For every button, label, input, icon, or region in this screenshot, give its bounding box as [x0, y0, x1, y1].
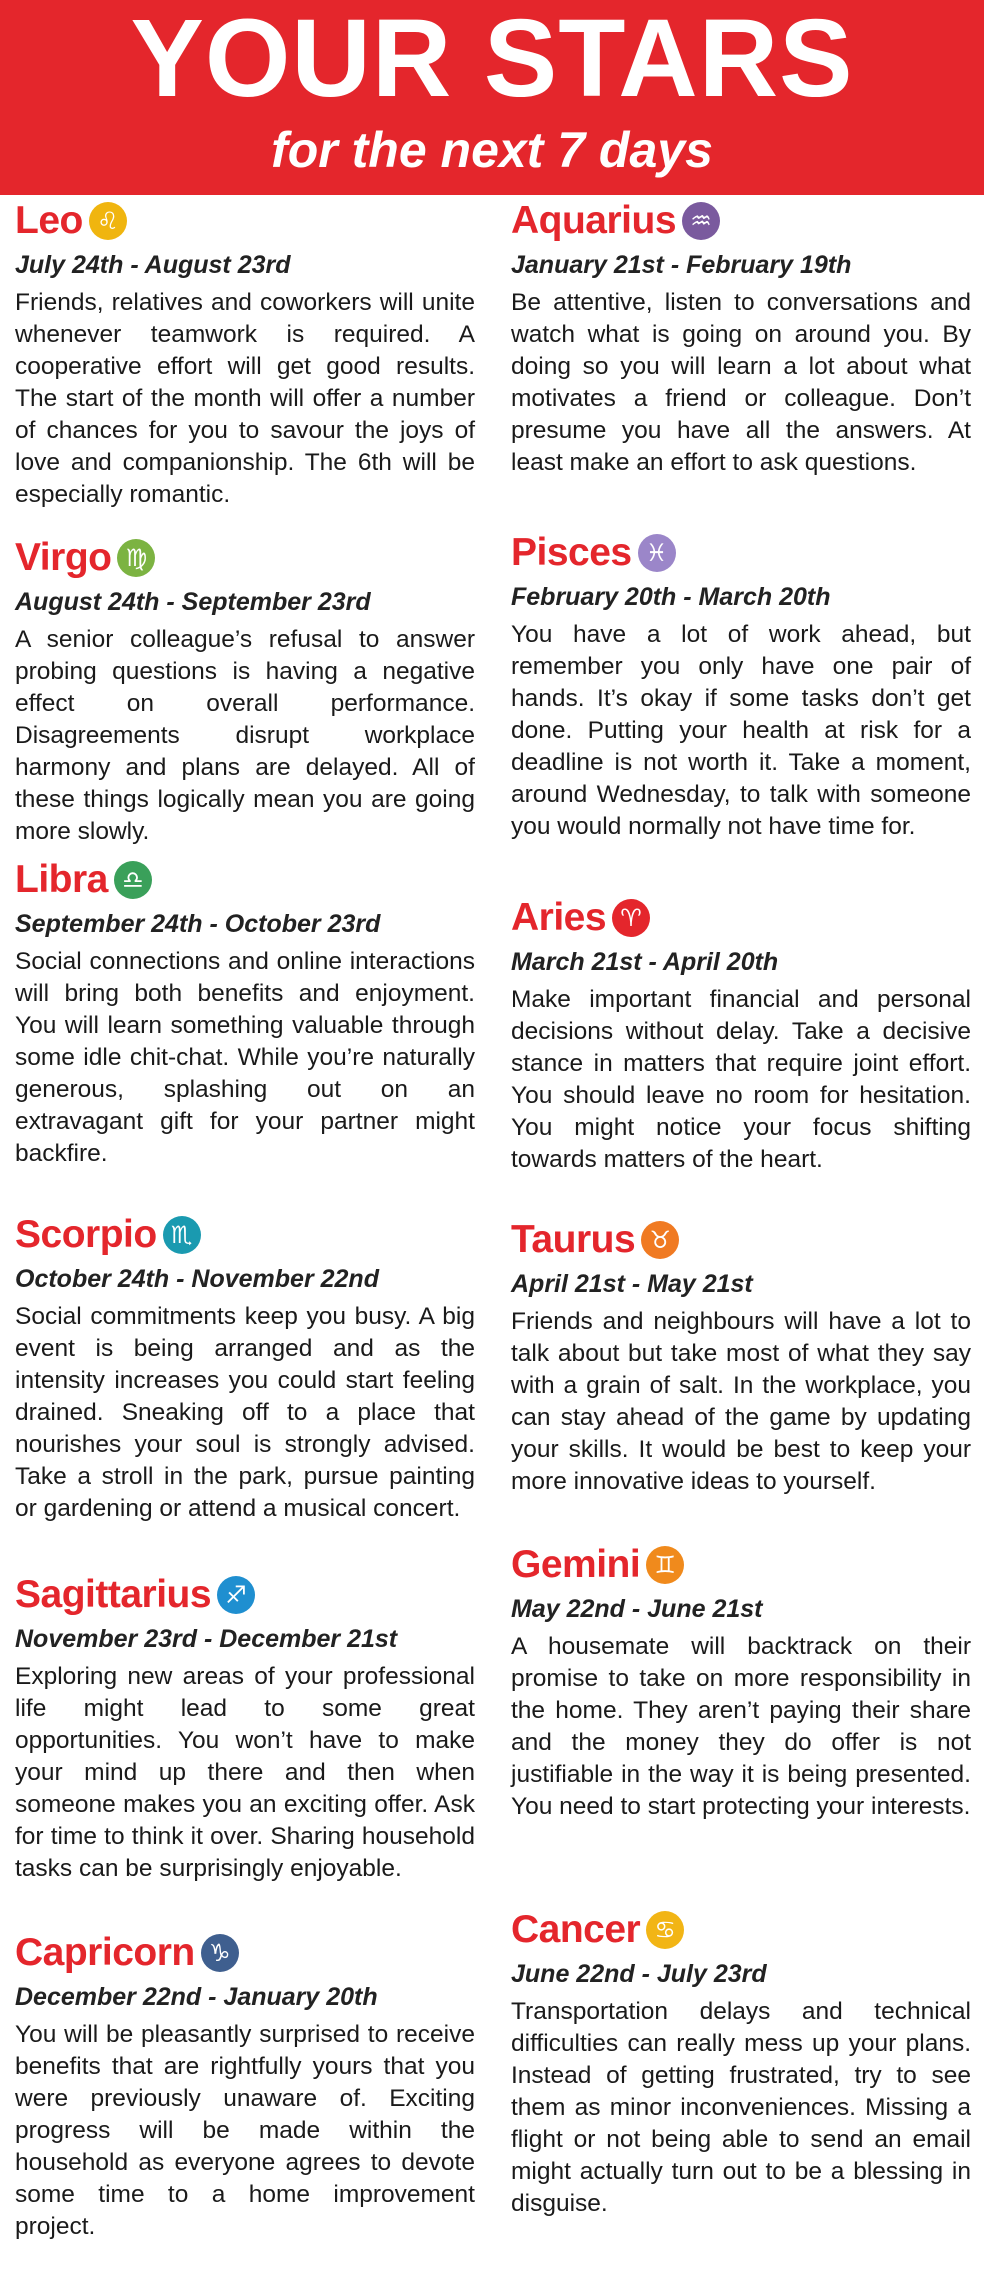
aries-icon: ♈ — [612, 899, 650, 937]
sign-text: You have a lot of work ahead, but remember you only have one pair of hands. It’s okay if some tasks don’t get done. Putting your health at risk for a deadline is not worth it. Take a moment, around Wednesday, to talk with someone you would normally not have time for. — [511, 621, 971, 840]
sign-text: Make important financial and personal decisions without delay. Take a decisive stance in matters that require joint effort. You should leave no room for hesitation. You might notice your focus shifting towards matters of the heart. — [511, 986, 971, 1173]
taurus-icon: ♉ — [641, 1221, 679, 1259]
sign-name: Virgo — [15, 536, 112, 579]
aquarius-icon: ♒ — [682, 202, 720, 240]
sign-dates: June 22nd - July 23rd — [511, 1960, 767, 1988]
sign-pisces — [511, 527, 971, 892]
sign-sagittarius — [15, 1569, 475, 1927]
scorpio-icon: ♏ — [163, 1216, 201, 1254]
sign-name: Sagittarius — [15, 1573, 212, 1616]
sign-text: Exploring new areas of your professional life might lead to some great opportunities. You won’t have to make your mind up there and then when someone makes you an exciting offer. Ask for time to think it over. Sharing household tasks can be surprisingly enjoyable. — [15, 1663, 475, 1882]
sign-name: Cancer — [511, 1908, 641, 1951]
left-column — [15, 195, 475, 2257]
capricorn-icon: ♑ — [201, 1934, 239, 1972]
sign-name: Taurus — [511, 1218, 636, 1261]
sign-text: Friends, relatives and coworkers will unite whenever teamwork is required. A cooperative effort will get good results. The start of the month will offer a number of chances for you to savour the joys of love and companionship. The 6th will be especially romantic. — [15, 289, 475, 508]
sign-libra — [15, 854, 475, 1209]
sign-name: Capricorn — [15, 1931, 195, 1974]
sign-name: Gemini — [511, 1543, 641, 1586]
sign-aries — [511, 892, 971, 1214]
sign-scorpio — [15, 1209, 475, 1569]
sign-text: Be attentive, listen to conversations and watch what is going on around you. By doing so you will learn a lot about what motivates a friend or colleague. Don’t presume you have all the answers. At least make an effort to ask questions. — [511, 289, 971, 476]
sign-name: Libra — [15, 858, 108, 901]
cancer-icon: ♋ — [646, 1911, 684, 1949]
sign-cancer — [511, 1904, 971, 2274]
sign-name: Pisces — [511, 531, 632, 574]
leo-icon: ♌ — [89, 202, 127, 240]
sign-text: Transportation delays and technical difficulties can really mess up your plans. Instead of getting frustrated, try to see them as minor inconveniences. Missing a flight or not being able to send an email might actually turn out to be a blessing in disguise. — [511, 1998, 971, 2217]
sign-text: Social commitments keep you busy. A big event is being arranged and as the intensity increases you could start feeling drained. Sneaking off to a place that nourishes your soul is strongly advised. Take a stroll in the park, pursue painting or gardening or attend a musical concert. — [15, 1303, 475, 1522]
sign-dates: May 22nd - June 21st — [511, 1595, 763, 1623]
sagittarius-icon: ♐ — [217, 1576, 255, 1614]
sign-name: Aquarius — [511, 199, 677, 242]
sign-dates: August 24th - September 23rd — [15, 588, 371, 616]
gemini-icon: ♊ — [646, 1546, 684, 1584]
sign-dates: April 21st - May 21st — [511, 1270, 753, 1298]
sign-dates: February 20th - March 20th — [511, 583, 831, 611]
header-banner — [0, 0, 984, 195]
virgo-icon: ♍ — [117, 539, 155, 577]
right-column — [511, 195, 971, 2274]
sign-dates: July 24th - August 23rd — [15, 251, 291, 279]
sign-leo — [15, 195, 475, 532]
sign-name: Aries — [511, 896, 607, 939]
sign-text: You will be pleasantly surprised to receive benefits that are rightfully yours that you were previously unaware of. Exciting progress will be made within the household as everyone agrees to devote some time to a home improvement project. — [15, 2021, 475, 2240]
sign-name: Scorpio — [15, 1213, 157, 1256]
sign-text: Friends and neighbours will have a lot to talk about but take most of what they say with a grain of salt. In the workplace, you can stay ahead of the game by updating your skills. It would be best to keep your more innovative ideas to yourself. — [511, 1308, 971, 1495]
sign-virgo — [15, 532, 475, 854]
sign-name: Leo — [15, 199, 83, 242]
sign-dates: October 24th - November 22nd — [15, 1265, 379, 1293]
sign-dates: November 23rd - December 21st — [15, 1625, 398, 1653]
sign-aquarius — [511, 195, 971, 527]
sign-dates: January 21st - February 19th — [511, 251, 852, 279]
page-title: YOUR STARS — [130, 0, 854, 120]
sign-dates: March 21st - April 20th — [511, 948, 779, 976]
sign-text: A senior colleague’s refusal to answer probing questions is having a negative effect on overall performance. Disagreements disrupt workplace harmony and plans are delayed. All of these things logically mean you are going more slowly. — [15, 626, 475, 845]
page-subtitle: for the next 7 days — [271, 122, 713, 178]
sign-text: A housemate will backtrack on their promise to take on more responsibility in the home. They aren’t paying their share and the money they do offer is not justifiable in the way it is being presented. You need to start protecting your interests. — [511, 1633, 971, 1820]
sign-gemini — [511, 1539, 971, 1904]
sign-dates: September 24th - October 23rd — [15, 910, 381, 938]
sign-text: Social connections and online interactions will bring both benefits and enjoyment. You will learn something valuable through some idle chit-chat. While you’re naturally generous, splashing out on an extravagant gift for your partner might backfire. — [15, 948, 475, 1167]
libra-icon: ♎ — [114, 861, 152, 899]
sign-dates: December 22nd - January 20th — [15, 1983, 378, 2011]
sign-taurus — [511, 1214, 971, 1539]
sign-capricorn — [15, 1927, 475, 2257]
pisces-icon: ♓ — [638, 534, 676, 572]
